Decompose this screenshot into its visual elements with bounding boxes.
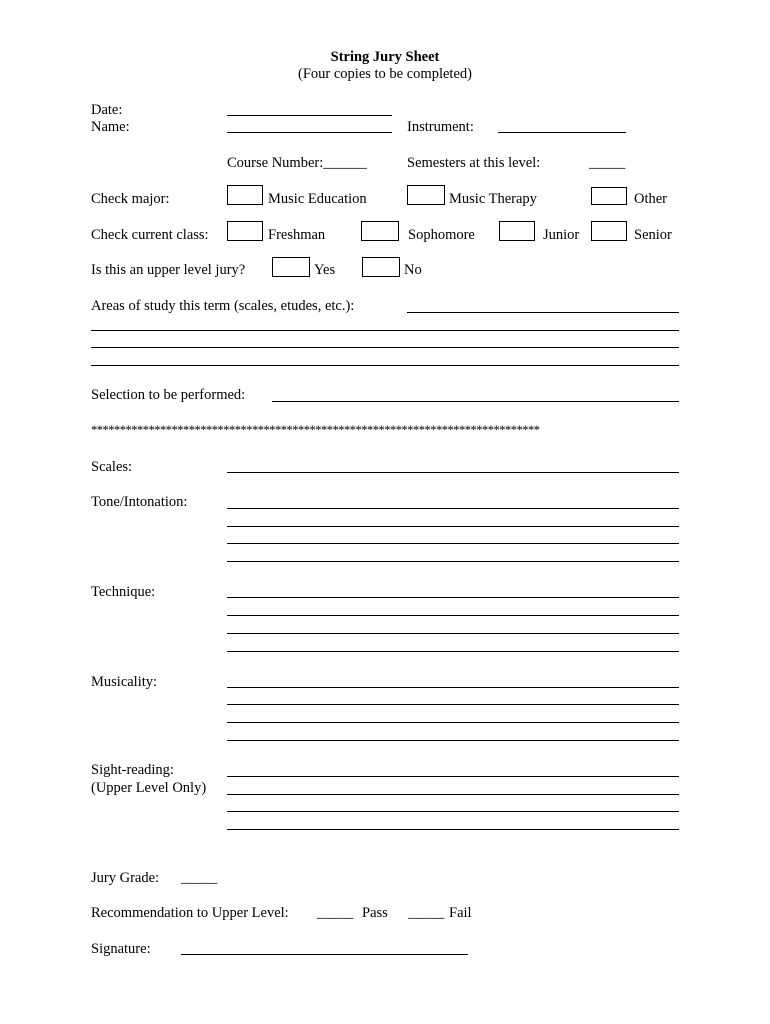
sophomore-checkbox[interactable] [361, 221, 399, 241]
senior-checkbox[interactable] [591, 221, 627, 241]
musicality-line[interactable] [227, 722, 679, 723]
scales-line[interactable] [227, 472, 679, 473]
musicality-line[interactable] [227, 704, 679, 705]
tone-label: Tone/Intonation: [91, 494, 188, 510]
sight-reading-note: (Upper Level Only) [91, 780, 207, 796]
sight-reading-line[interactable] [227, 811, 679, 812]
signature-field[interactable] [181, 954, 468, 955]
major-label: Check major: [91, 191, 170, 207]
junior-label: Junior [543, 227, 580, 243]
areas-label: Areas of study this term (scales, etudes, etc.): [91, 298, 355, 314]
areas-field[interactable] [407, 312, 679, 313]
sight-reading-line[interactable] [227, 794, 679, 795]
date-field[interactable] [227, 115, 392, 116]
technique-label: Technique: [91, 584, 156, 600]
tone-line[interactable] [227, 508, 679, 509]
name-field[interactable] [227, 132, 392, 133]
music-therapy-checkbox[interactable] [407, 185, 445, 205]
technique-line[interactable] [227, 615, 679, 616]
jury-grade-field[interactable]: _____ [181, 870, 218, 886]
tone-line[interactable] [227, 561, 679, 562]
areas-line[interactable] [91, 347, 679, 348]
yes-label: Yes [314, 262, 336, 278]
upper-level-label: Is this an upper level jury? [91, 262, 246, 278]
junior-checkbox[interactable] [499, 221, 535, 241]
separator: ****************************************************************************** [91, 424, 540, 437]
date-label: Date: [91, 102, 123, 118]
pass-field[interactable]: _____ [317, 905, 354, 921]
other-checkbox[interactable] [591, 187, 627, 205]
sight-reading-line[interactable] [227, 829, 679, 830]
no-checkbox[interactable] [362, 257, 400, 277]
selection-field[interactable] [272, 401, 679, 402]
no-label: No [404, 262, 422, 278]
senior-label: Senior [634, 227, 672, 243]
instrument-field[interactable] [498, 132, 626, 133]
semesters-field[interactable]: _____ [589, 155, 626, 171]
signature-label: Signature: [91, 941, 151, 957]
technique-line[interactable] [227, 651, 679, 652]
page-title: String Jury Sheet [330, 49, 440, 65]
fail-label: Fail [449, 905, 472, 921]
areas-line[interactable] [91, 365, 679, 366]
instrument-label: Instrument: [407, 119, 474, 135]
recommendation-label: Recommendation to Upper Level: [91, 905, 289, 921]
technique-line[interactable] [227, 597, 679, 598]
pass-label: Pass [362, 905, 388, 921]
music-education-checkbox[interactable] [227, 185, 263, 205]
fail-field[interactable]: _____ [408, 905, 445, 921]
musicality-line[interactable] [227, 740, 679, 741]
freshman-label: Freshman [268, 227, 326, 243]
class-label: Check current class: [91, 227, 209, 243]
name-label: Name: [91, 119, 130, 135]
course-number-field[interactable]: Course Number:______ [227, 155, 367, 171]
areas-line[interactable] [91, 330, 679, 331]
page-subtitle: (Four copies to be completed) [298, 66, 472, 82]
musicality-line[interactable] [227, 687, 679, 688]
technique-line[interactable] [227, 633, 679, 634]
other-label: Other [634, 191, 668, 207]
semesters-label: Semesters at this level: [407, 155, 541, 171]
musicality-label: Musicality: [91, 674, 158, 690]
sight-reading-line[interactable] [227, 776, 679, 777]
tone-line[interactable] [227, 526, 679, 527]
selection-label: Selection to be performed: [91, 387, 246, 403]
yes-checkbox[interactable] [272, 257, 310, 277]
freshman-checkbox[interactable] [227, 221, 263, 241]
music-therapy-label: Music Therapy [449, 191, 537, 207]
jury-grade-label: Jury Grade: [91, 870, 160, 886]
sight-reading-label: Sight-reading: [91, 762, 174, 778]
scales-label: Scales: [91, 459, 133, 475]
sophomore-label: Sophomore [408, 227, 475, 243]
music-education-label: Music Education [268, 191, 367, 207]
tone-line[interactable] [227, 543, 679, 544]
